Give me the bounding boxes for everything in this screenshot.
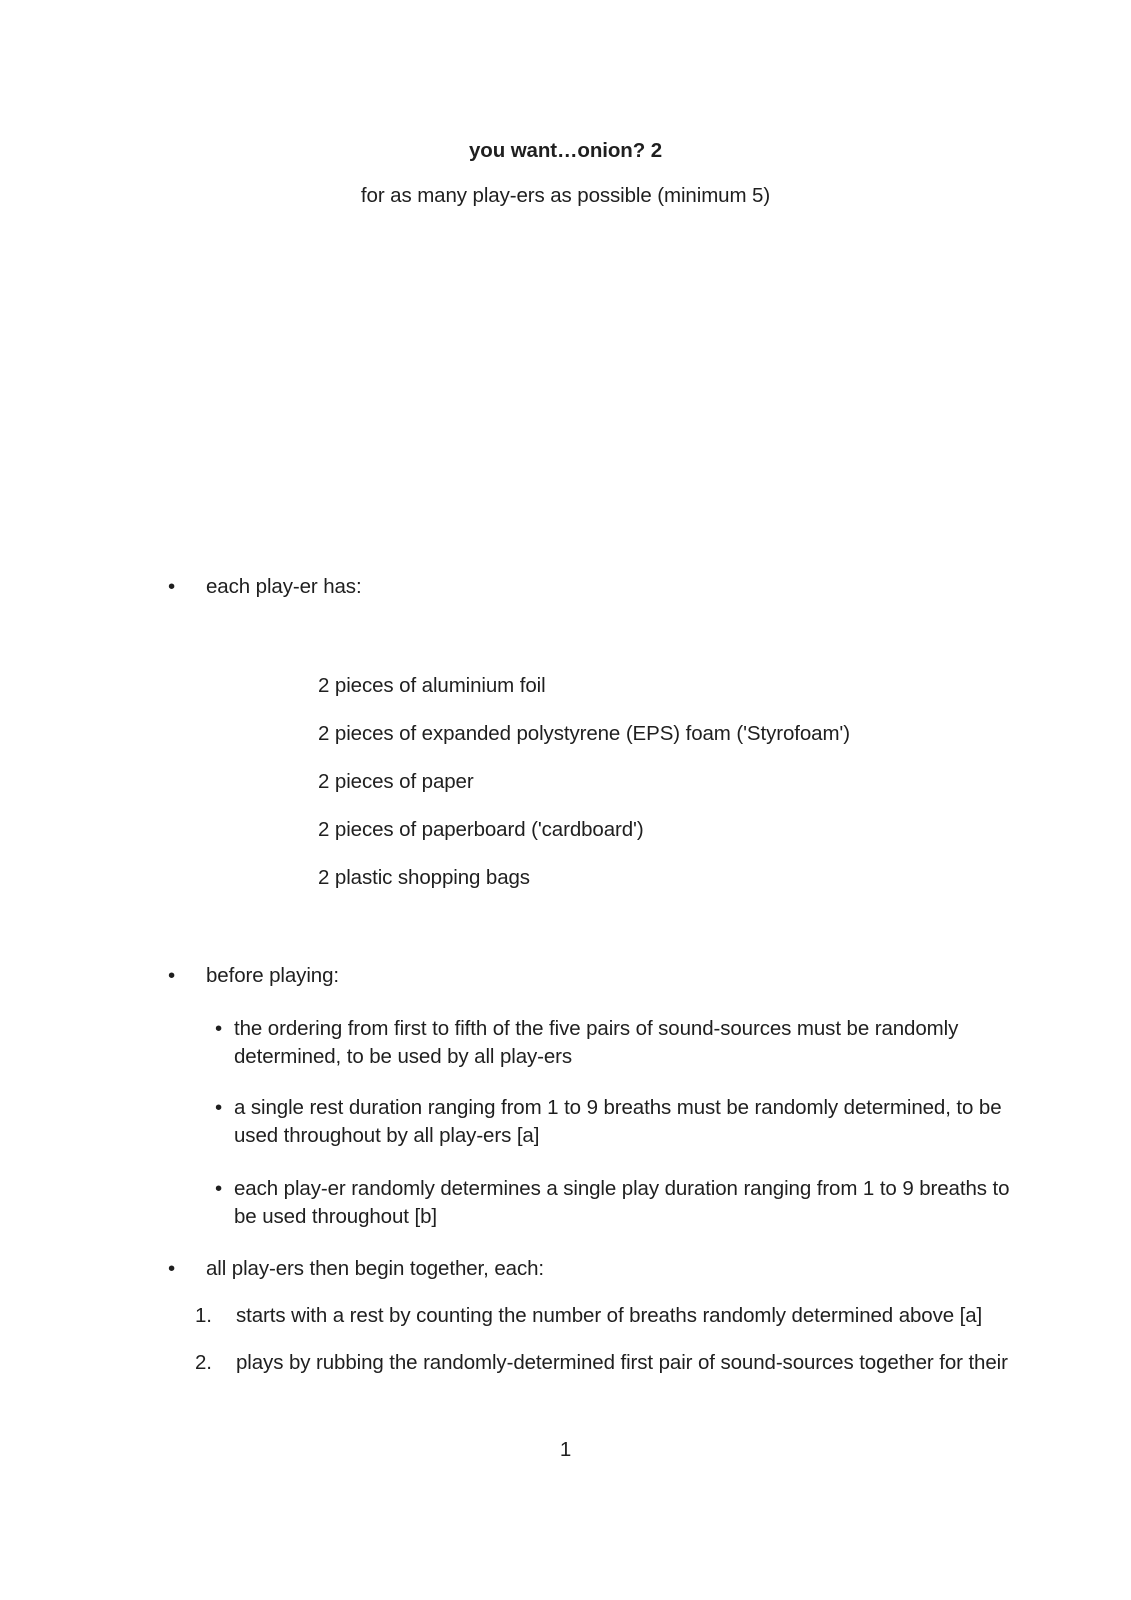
bullet-icon: • <box>215 1017 223 1040</box>
material-item: 2 plastic shopping bags <box>318 866 530 889</box>
material-item: 2 pieces of expanded polystyrene (EPS) foam ('Styrofoam') <box>318 722 850 745</box>
text-line: a single rest duration ranging from 1 to 9 breaths must be randomly determined, to be <box>234 1096 1002 1119</box>
step-text: starts with a rest by counting the number of breaths randomly determined above [a] <box>236 1304 983 1327</box>
before-playing-item <box>234 1175 1009 1231</box>
page-title: you want…onion? 2 <box>468 139 663 162</box>
material-item: 2 pieces of paperboard ('cardboard') <box>318 818 644 841</box>
bullet-icon: • <box>168 964 176 987</box>
bullet-icon: • <box>215 1177 223 1200</box>
page-number: 1 <box>559 1438 572 1461</box>
text-line: be used throughout [b] <box>234 1205 437 1228</box>
section-heading-materials: each play-er has: <box>206 575 362 598</box>
bullet-icon: • <box>168 575 176 598</box>
material-item: 2 pieces of paper <box>318 770 474 793</box>
before-playing-item <box>234 1094 1002 1150</box>
before-playing-item <box>234 1015 958 1071</box>
bullet-icon: • <box>215 1096 223 1119</box>
section-heading-begin-together: all play-ers then begin together, each: <box>206 1257 544 1280</box>
page-subtitle: for as many play-ers as possible (minimum 5) <box>360 184 771 207</box>
material-item: 2 pieces of aluminium foil <box>318 674 546 697</box>
text-line: determined, to be used by all play-ers <box>234 1045 573 1068</box>
bullet-icon: • <box>168 1257 176 1280</box>
text-line: each play-er randomly determines a single play duration ranging from 1 to 9 breaths to <box>234 1177 1010 1200</box>
step-text: plays by rubbing the randomly-determined first pair of sound-sources together for their <box>236 1351 1008 1374</box>
step-number: 2. <box>195 1351 212 1374</box>
step-number: 1. <box>195 1304 212 1327</box>
text-line: used throughout by all play-ers [a] <box>234 1124 540 1147</box>
section-heading-before-playing: before playing: <box>206 964 339 987</box>
text-line: the ordering from first to fifth of the five pairs of sound-sources must be randomly <box>234 1017 959 1040</box>
